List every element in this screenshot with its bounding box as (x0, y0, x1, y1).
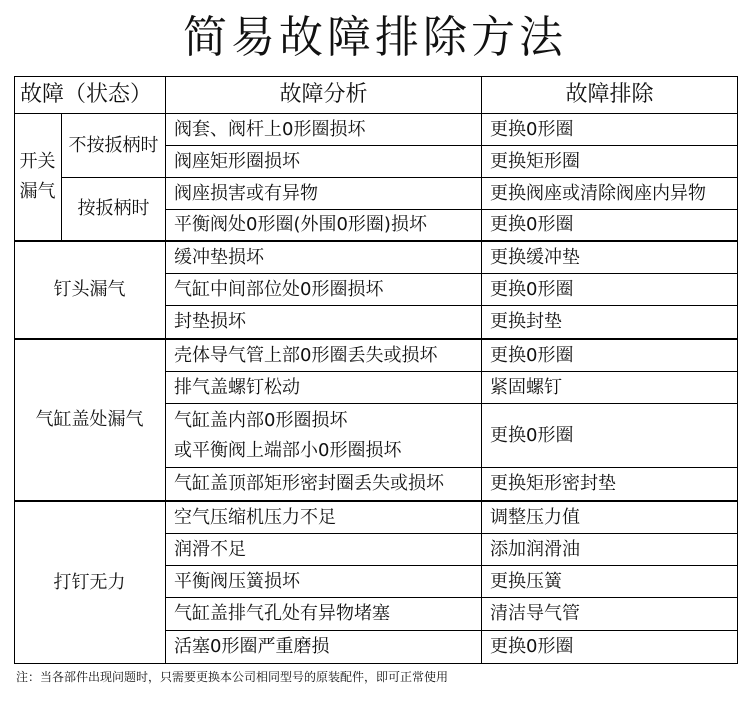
remedy-cell: 更换封垫 (482, 306, 738, 340)
analysis-cell: 活塞0形圈严重磨损 (166, 631, 482, 664)
analysis-cell: 气缸盖顶部矩形密封圈丢失或损坏 (166, 468, 482, 502)
remedy-cell: 更换0形圈 (482, 404, 738, 468)
remedy-cell: 更换阀座或清除阀座内异物 (482, 178, 738, 210)
analysis-cell: 润滑不足 (166, 534, 482, 566)
header-fault: 故障（状态） (14, 76, 166, 114)
page-title: 简易故障排除方法 (183, 12, 567, 63)
remedy-cell: 更换0形圈 (482, 274, 738, 306)
analysis-cell: 平衡阀压簧损坏 (166, 566, 482, 598)
remedy-cell: 清洁导气管 (482, 598, 738, 631)
remedy-cell: 更换0形圈 (482, 340, 738, 372)
group-label-cylinder-cover-leak: 气缸盖处漏气 (14, 340, 166, 502)
analysis-cell: 排气盖螺钉松动 (166, 372, 482, 404)
footnote: 注：当各部件出现问题时，只需要更换本公司相同型号的原装配件，即可正常使用 (16, 670, 449, 684)
group-label-nail-head-leak: 钉头漏气 (14, 242, 166, 340)
remedy-cell: 紧固螺钉 (482, 372, 738, 404)
remedy-cell: 更换矩形圈 (482, 146, 738, 178)
remedy-cell: 添加润滑油 (482, 534, 738, 566)
analysis-cell: 缓冲垫损坏 (166, 242, 482, 274)
analysis-cell: 平衡阀处0形圈(外围0形圈)损坏 (166, 210, 482, 242)
analysis-cell: 空气压缩机压力不足 (166, 502, 482, 534)
analysis-cell: 阀座矩形圈损坏 (166, 146, 482, 178)
sub-label-not-pressed: 不按扳柄时 (62, 114, 166, 178)
group-label-weak-nailing: 打钉无力 (14, 502, 166, 664)
remedy-cell: 更换矩形密封垫 (482, 468, 738, 502)
group-label-switch-leak: 开关 漏气 (14, 114, 62, 242)
analysis-cell: 阀座损害或有异物 (166, 178, 482, 210)
analysis-cell: 阀套、阀杆上0形圈损坏 (166, 114, 482, 146)
remedy-cell: 更换0形圈 (482, 631, 738, 664)
analysis-cell: 气缸盖内部0形圈损坏 或平衡阀上端部小0形圈损坏 (166, 404, 482, 468)
analysis-cell: 气缸中间部位处0形圈损坏 (166, 274, 482, 306)
remedy-cell: 更换压簧 (482, 566, 738, 598)
remedy-cell: 更换0形圈 (482, 210, 738, 242)
remedy-cell: 调整压力值 (482, 502, 738, 534)
remedy-cell: 更换缓冲垫 (482, 242, 738, 274)
sub-label-pressed: 按扳柄时 (62, 178, 166, 242)
troubleshooting-table (14, 76, 738, 664)
analysis-cell: 封垫损坏 (166, 306, 482, 340)
header-remedy: 故障排除 (482, 76, 738, 114)
analysis-cell: 壳体导气管上部0形圈丢失或损坏 (166, 340, 482, 372)
analysis-cell: 气缸盖排气孔处有异物堵塞 (166, 598, 482, 631)
remedy-cell: 更换0形圈 (482, 114, 738, 146)
header-analysis: 故障分析 (166, 76, 482, 114)
